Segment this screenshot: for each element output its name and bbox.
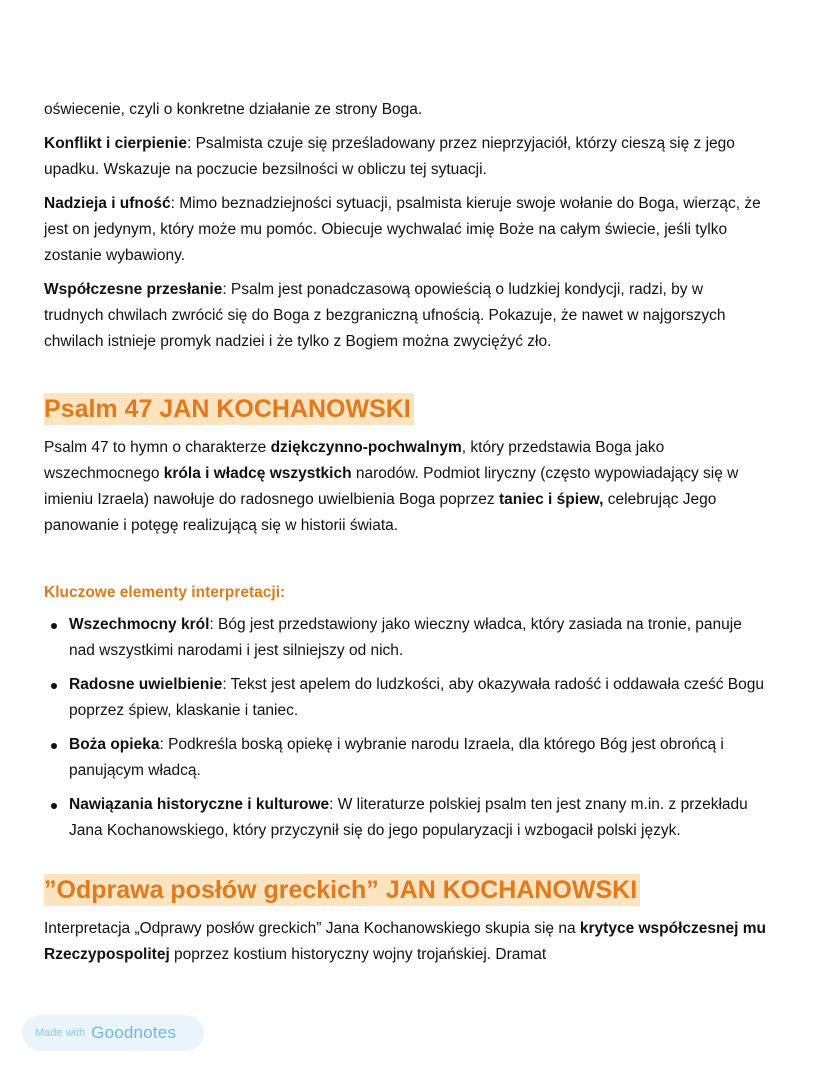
odprawa-p2: poprzez kostium historyczny wojny trojańskiej. Dramat	[169, 946, 547, 963]
list-item-text: : Podkreśla boską opiekę i wybranie narodu Izraela, dla którego Bóg jest obrońcą i panującym władcą.	[69, 736, 724, 779]
odprawa-p1: Interpretacja „Odprawy posłów greckich” Jana Kochanowskiego skupia się na	[44, 920, 580, 937]
list-item	[44, 732, 766, 784]
psalm47-b2: króla i władcę wszystkich	[163, 465, 352, 482]
term-modern-message: Współczesne przesłanie	[44, 281, 223, 298]
intro-tail-paragraph: oświecenie, czyli o konkretne działanie ze strony Boga.	[44, 101, 423, 118]
bullet-icon	[51, 803, 57, 809]
bullet-icon	[51, 743, 57, 749]
text-modern-message: : Psalm jest ponadczasową opowieścią o ludzkiej kondycji, radzi, by w trudnych chwilach zwrócić się do Boga z bezgraniczną ufnością. Pokazuje, że nawet w najgorszych chwilach istnieje promyk nadziei i że tylko z Bogiem można zwyciężyć zło.	[44, 281, 726, 350]
paragraph-hope	[44, 191, 766, 269]
paragraph-modern-message	[44, 277, 766, 355]
psalm47-heading: Psalm 47 JAN KOCHANOWSKI	[44, 393, 414, 425]
psalm47-p1: Psalm 47 to hymn o charakterze	[44, 439, 271, 456]
psalm47-heading-wrap	[44, 393, 766, 425]
psalm47-b3: taniec i śpiew,	[498, 491, 604, 508]
goodnotes-brand: Goodnotes	[91, 1023, 177, 1042]
document-page	[44, 97, 766, 968]
term-hope: Nadzieja i ufność	[44, 195, 171, 212]
list-item-term: Nawiązania historyczne i kulturowe	[69, 796, 330, 813]
list-item-text: : W literaturze polskiej psalm ten jest znany m.in. z przekładu Jana Kochanowskiego, który przyczynił się do jego popularyzacji i wzbogacił polski język.	[69, 796, 748, 839]
goodnotes-badge[interactable]	[22, 1015, 204, 1051]
psalm47-b1: dziękczynno-pochwalnym	[270, 439, 462, 456]
list-item	[44, 672, 766, 724]
odprawa-paragraph	[44, 916, 766, 968]
text-conflict: : Psalmista czuje się prześladowany przez nieprzyjaciół, którzy cieszą się z jego upadku. Wskazuje na poczucie bezsilności w obliczu tej sytuacji.	[44, 135, 735, 178]
list-item-text: : Bóg jest przedstawiony jako wieczny władca, który zasiada na tronie, panuje nad wszystkimi narodami i jest silniejszy od nich.	[69, 616, 742, 659]
psalm47-p3: narodów. Podmiot liryczny (często wypowiadający się w imieniu Izraela) nawołuje do radosnego uwielbienia Boga poprzez	[44, 465, 739, 508]
bullet-icon	[51, 623, 57, 629]
list-item-term: Wszechmocny król	[69, 616, 210, 633]
psalm47-paragraph	[44, 435, 766, 539]
list-item-term: Boża opieka	[69, 736, 160, 753]
list-item	[44, 612, 766, 664]
psalm47-p2: , który przedstawia Boga jako wszechmocnego	[44, 439, 665, 482]
list-item-term: Radosne uwielbienie	[69, 676, 223, 693]
list-item	[44, 792, 766, 844]
odprawa-b1: krytyce współczesnej mu Rzeczypospolitej	[44, 920, 766, 963]
odprawa-heading-wrap	[44, 874, 766, 906]
term-conflict: Konflikt i cierpienie	[44, 135, 187, 152]
key-elements-subheading: Kluczowe elementy interpretacji:	[44, 584, 286, 601]
made-with-label: Made with	[35, 1027, 86, 1039]
text-hope: : Mimo beznadziejności sytuacji, psalmista kieruje swoje wołanie do Boga, wierząc, że jest on jedynym, który może mu pomóc. Obiecuje wychwalać imię Boże na całym świecie, jeśli tylko zostanie wybawiony.	[44, 195, 761, 264]
list-item-text: : Tekst jest apelem do ludzkości, aby okazywała radość i oddawała cześć Bogu poprzez śpiew, klaskanie i taniec.	[69, 676, 764, 719]
odprawa-heading: ”Odprawa posłów greckich” JAN KOCHANOWSKI	[44, 874, 640, 906]
psalm47-p4: celebrując Jego panowanie i potęgę realizującą się w historii świata.	[44, 491, 717, 534]
key-elements-list	[44, 612, 766, 844]
bullet-icon	[51, 683, 57, 689]
paragraph-conflict	[44, 131, 766, 183]
